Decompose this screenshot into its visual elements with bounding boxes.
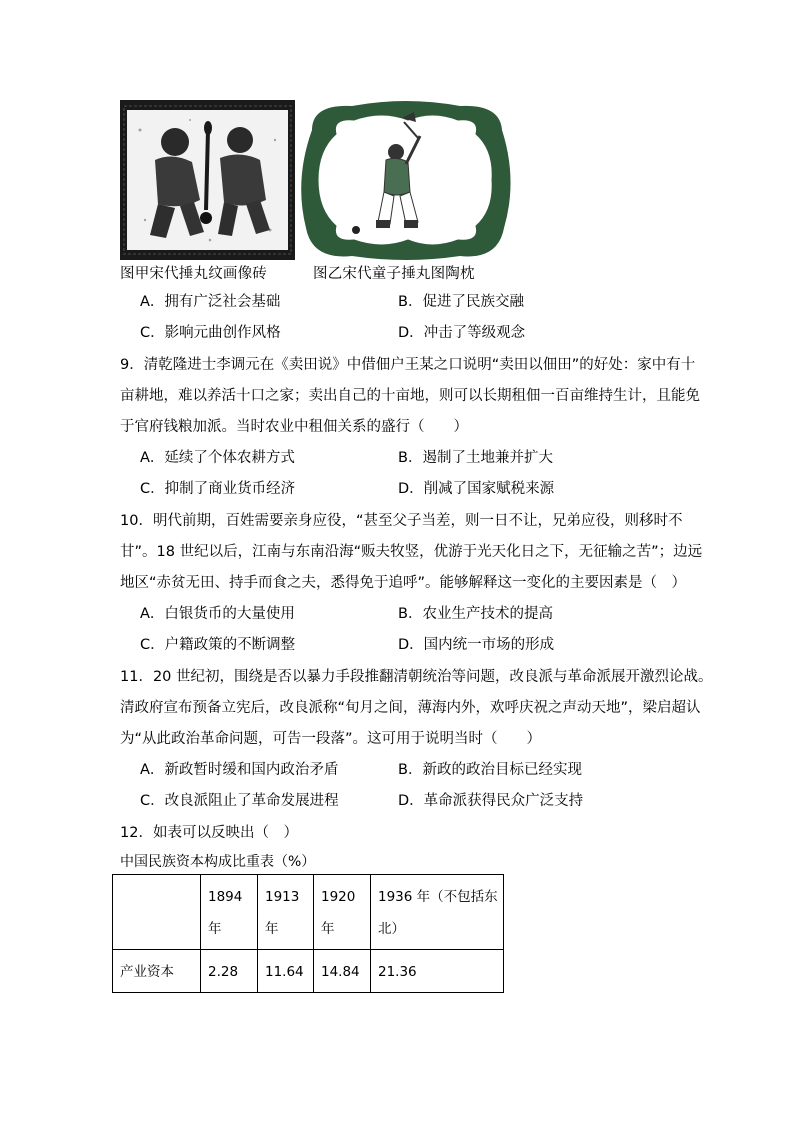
capital-structure-table [112,874,504,993]
q10-stem-line-1: 10．明代前期，百姓需要亲身应役，“甚至父子当差，则一日不让，兄弟应役，则移时不 [120,513,683,529]
table-header-row [113,875,504,950]
q8-option-d: D．冲击了等级观念 [398,325,526,341]
q10-option-d: D．国内统一市场的形成 [398,637,555,653]
q11-option-a: A．新政暂时缓和国内政治矛盾 [140,762,339,778]
table-cell: 21.36 [371,950,504,993]
q11-option-c: C．改良派阻止了革命发展进程 [140,793,339,809]
q12-stem: 12．如表可以反映出（ ） [120,825,298,841]
q8-option-a: A．拥有广泛社会基础 [140,294,281,310]
q10-stem-line-3: 地区“赤贫无田、持手而食之夫，悉得免于追呼”。能够解释这一变化的主要因素是（ ） [120,575,687,591]
q11-option-d: D．革命派获得民众广泛支持 [398,793,584,809]
q10-stem-line-2: 甘”。18 世纪以后，江南与东南沿海“贩夫牧竖，优游于光天化日之下，无征输之苦”；边远 [120,544,703,560]
q10-option-c: C．户籍政策的不断调整 [140,637,296,653]
table-header-cell: 1913 年 [258,875,314,950]
table-header-cell: 1920 年 [314,875,371,950]
q9-option-c: C．抑制了商业货币经济 [140,481,296,497]
brick-rubbing-image [120,100,295,260]
q10-option-b: B．农业生产技术的提高 [398,606,553,622]
figure-caption-right: 图乙宋代童子捶丸图陶枕 [313,266,475,282]
q9-option-b: B．遏制了土地兼并扩大 [398,450,553,466]
table-cell: 11.64 [258,950,314,993]
figure-ceramic-pillow [292,100,520,262]
table-cell: 14.84 [314,950,371,993]
table-header-cell: 1894 年 [201,875,258,950]
q11-option-b: B．新政的政治目标已经实现 [398,762,582,778]
q10-option-a: A．白银货币的大量使用 [140,606,295,622]
q11-stem-line-2: 清政府宣布预备立宪后，改良派称“旬月之间，薄海内外，欢呼庆祝之声动天地”，梁启超认 [120,700,701,716]
q9-stem-line-2: 亩耕地，难以养活十口之家；卖出自己的十亩地，则可以长期租佃一百亩维持生计，且能免 [120,388,700,404]
table-row [113,950,504,993]
table-header-cell [113,875,201,950]
q9-option-a: A．延续了个体农耕方式 [140,450,295,466]
table-cell: 2.28 [201,950,258,993]
q8-option-b: B．促进了民族交融 [398,294,524,310]
q11-stem-line-1: 11．20 世纪初，围绕是否以暴力手段推翻清朝统治等问题，改良派与革命派展开激烈论战。 [120,669,713,685]
q8-option-c: C．影响元曲创作风格 [140,325,281,341]
q11-stem-line-3: 为“从此政治革命问题，可告一段落”。这可用于说明当时（ ） [120,731,542,747]
figure-caption-left: 图甲宋代捶丸纹画像砖 [120,266,267,282]
table-caption: 中国民族资本构成比重表（%） [120,854,316,870]
q9-option-d: D．削减了国家赋税来源 [398,481,555,497]
figure-brick-rubbing [120,100,295,260]
table-header-cell: 1936 年（不包括东北） [371,875,504,950]
table-cell: 产业资本 [113,950,201,993]
q9-stem-line-3: 于官府钱粮加派。当时农业中租佃关系的盛行（ ） [120,419,468,435]
ceramic-pillow-image [292,100,520,262]
q9-stem-line-1: 9．清乾隆进士李调元在《卖田说》中借佃户王某之口说明“卖田以佃田”的好处：家中有十 [120,357,696,373]
